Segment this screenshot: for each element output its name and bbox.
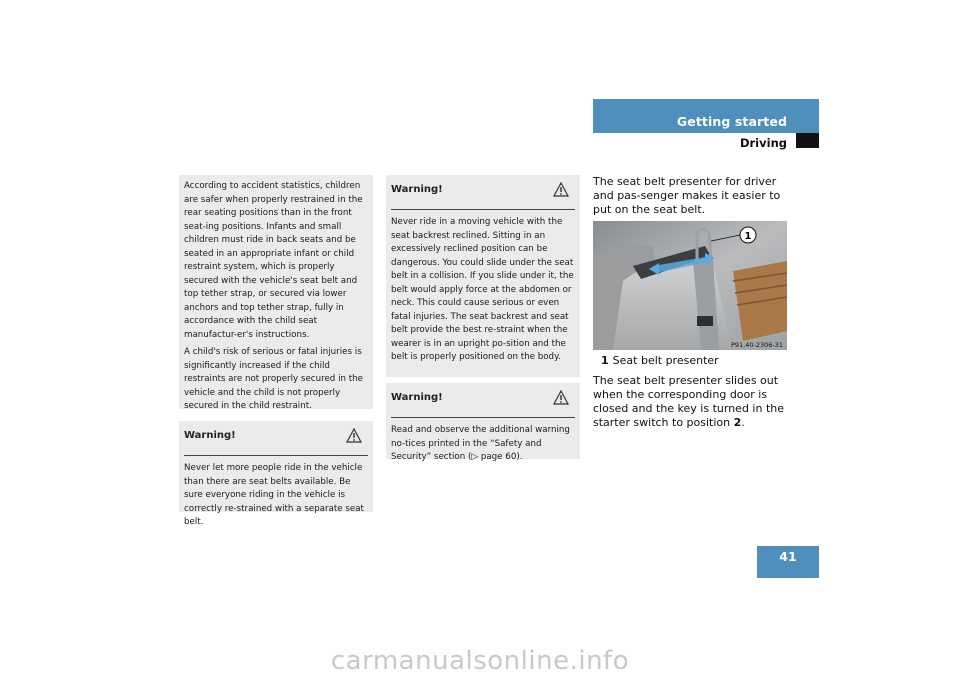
warning-text-part: Read and observe the additional warning no-tices printed in the “Safety and Security” section (	[391, 425, 570, 462]
warning-triangle-icon	[553, 390, 569, 405]
warning-title-text: Warning!	[391, 392, 443, 403]
page-number: 41	[757, 546, 819, 578]
warning-title-text: Warning!	[391, 184, 443, 195]
header-marker	[796, 133, 819, 148]
warning-triangle-icon	[346, 428, 362, 443]
body-text-part: .	[741, 416, 745, 429]
presenter-intro-text: The seat belt presenter for driver and pas-senger makes it easier to put on the seat belt.	[593, 175, 781, 216]
caption-number: 1	[601, 354, 609, 367]
seat-belt-photo-image	[593, 221, 787, 350]
warning-text: Never ride in a moving vehicle with the seat backrest reclined. Sitting in an excessively reclined position can be dangerous. You could slide under the seat belt in a collision. If you slide under it, the belt would apply force at the abdomen or neck. This could cause serious or even fatal injuries. The seat backrest and seat belt provide the best re-straint when the wearer is in an upright po-sition and the belt is properly positioned on the body.	[391, 217, 574, 362]
presenter-body-text	[593, 374, 789, 430]
subsection-title: Driving	[739, 136, 787, 150]
warning-title	[184, 421, 368, 456]
child-safety-info-box	[179, 175, 373, 409]
warning-title-text: Warning!	[184, 430, 236, 441]
warning-box-additional-notices	[386, 383, 580, 462]
section-header-bar	[593, 99, 819, 133]
warning-box-seat-belts	[179, 421, 373, 527]
photo-callout-label: 1	[744, 231, 752, 242]
warning-text	[391, 418, 575, 465]
body-text-part: The seat belt presenter slides out when the corresponding door is closed and the key is turned in the starter switch to position	[593, 374, 784, 429]
photo-code: P91.40-2306-31	[730, 341, 783, 349]
section-title: Getting started	[676, 114, 787, 129]
info-paragraph: A child's risk of serious or fatal injuries is significantly increased if the child restraints are not properly secured in the vehicle and the child is not properly secured in the child restraint.	[184, 347, 364, 411]
warning-title	[391, 383, 575, 418]
page-reference-link[interactable]: ▷ page 60	[471, 452, 517, 462]
warning-box-reclined-seat	[386, 175, 580, 377]
warning-title	[391, 175, 575, 210]
photo-caption	[601, 354, 719, 367]
warning-text-part: ).	[516, 452, 523, 462]
seat-belt-presenter-photo	[593, 221, 787, 350]
warning-triangle-icon	[553, 182, 569, 197]
position-number: 2	[733, 416, 742, 429]
watermark-text: carmanualsonline.info	[330, 646, 630, 676]
info-paragraph: According to accident statistics, children are safer when properly restrained in the rear seating positions than in the front seat-ing positions. Infants and small children must ride in back seats and be seated in an appropriate infant or child restraint system, which is properly secured with the vehicle's seat belt and top tether strap, or secured via lower anchors and top tether strap, fully in accordance with the child seat manufactur-er's instructions.	[184, 181, 363, 340]
warning-text: Never let more people ride in the vehicle than there are seat belts available. Be sure everyone riding in the vehicle is correctly re-strained with a separate seat belt.	[184, 463, 364, 527]
caption-text: Seat belt presenter	[612, 354, 719, 367]
